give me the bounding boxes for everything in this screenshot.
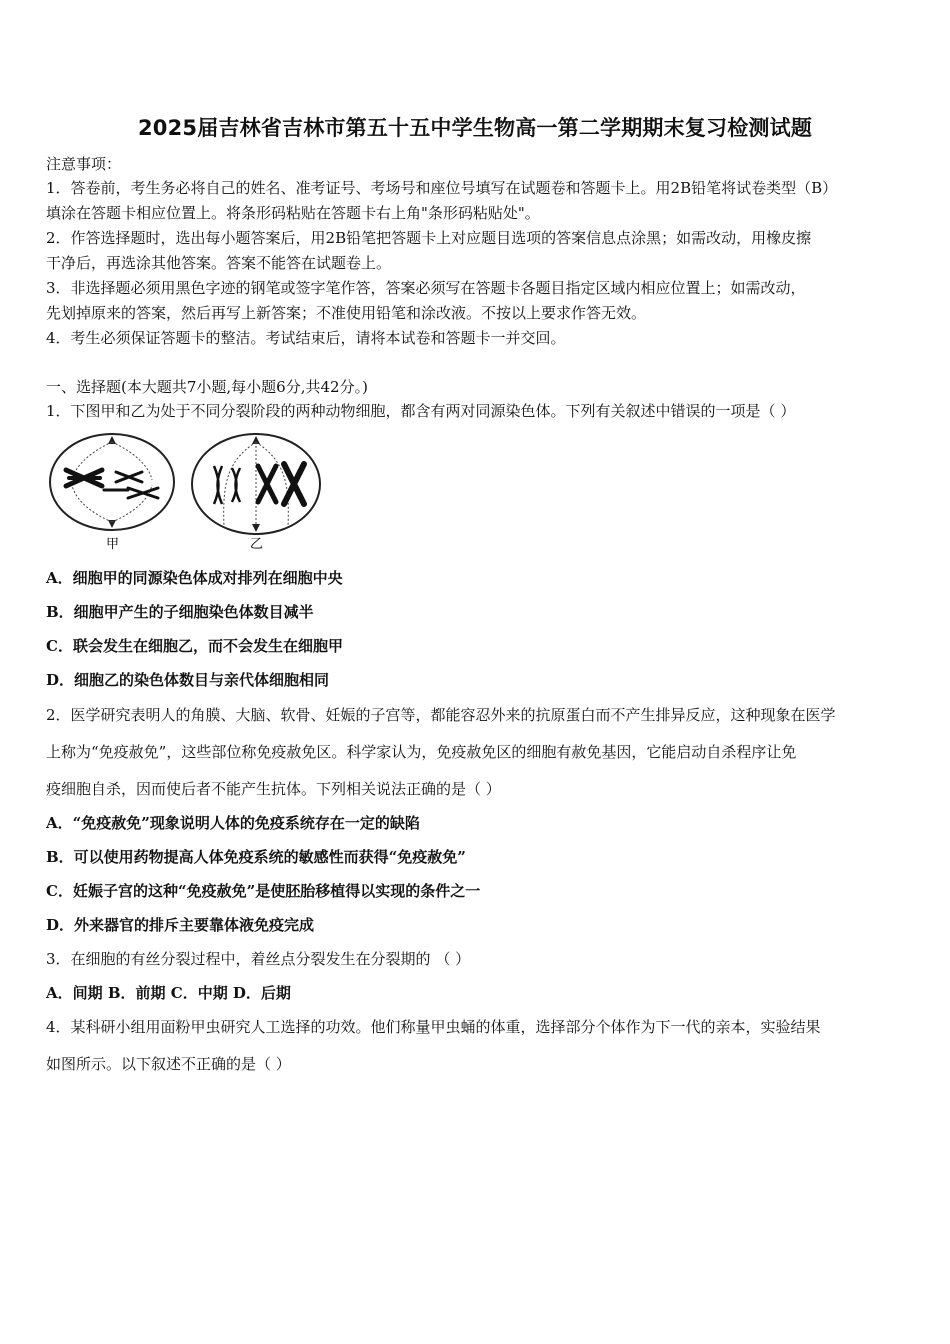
question-2-option-a: A．“免疫赦免”现象说明人体的免疫系统存在一定的缺陷 [46,814,420,832]
notice-line: 2．作答选择题时，选出每小题答案后，用2B铅笔把答题卡上对应题目选项的答案信息点涂黑；如需改动，用橡皮擦 [46,229,812,247]
question-3-stem: 3．在细胞的有丝分裂过程中，着丝点分裂发生在分裂期的 （ ） [46,950,471,968]
cell-yi [192,434,320,534]
notice-line: 先划掉原来的答案，然后再写上新答案；不准使用铅笔和涂改液。不按以上要求作答无效。 [46,304,647,322]
question-1-option-a: A．细胞甲的同源染色体成对排列在细胞中央 [46,569,343,587]
cell-division-figure [44,430,334,559]
notice-line: 3．非选择题必须用黑色字迹的钢笔或签字笔作答，答案必须写在答题卡各题目指定区域内相应位置上；如需改动， [46,279,806,297]
notice-line: 填涂在答题卡相应位置上。将条形码粘贴在答题卡右上角"条形码粘贴处"。 [46,204,540,222]
question-2-stem-line: 疫细胞自杀，因而使后者不能产生抗体。下列相关说法正确的是（ ） [46,780,501,798]
question-2-option-c: C．妊娠子宫的这种“免疫赦免”是使胚胎移植得以实现的条件之一 [46,882,481,900]
question-2-stem-line: 上称为“免疫赦免”，这些部位称免疫赦免区。科学家认为，免疫赦免区的细胞有赦免基因，它能启动自杀程序让免 [46,743,797,761]
cell-jia [50,434,174,530]
question-1-option-b: B．细胞甲产生的子细胞染色体数目减半 [46,603,314,621]
question-2-option-d: D．外来器官的排斥主要靠体液免疫完成 [46,916,315,934]
notice-line: 干净后，再选涂其他答案。答案不能答在试题卷上。 [46,254,392,272]
figure-label-yi: 乙 [250,537,264,552]
question-1-option-d: D．细胞乙的染色体数目与亲代体细胞相同 [46,671,330,689]
notice-line: 4．考生必须保证答题卡的整洁。考试结束后，请将本试卷和答题卡一并交回。 [46,329,566,347]
question-2-stem-line: 2．医学研究表明人的角膜、大脑、软骨、妊娠的子宫等，都能容忍外来的抗原蛋白而不产生排异反应，这种现象在医学 [46,706,836,724]
question-1-stem: 1．下图甲和乙为处于不同分裂阶段的两种动物细胞，都含有两对同源染色体。下列有关叙述中错误的一项是（ ） [46,402,796,420]
question-1-option-c: C．联会发生在细胞乙，而不会发生在细胞甲 [46,637,343,655]
question-2-option-b: B．可以使用药物提高人体免疫系统的敏感性而获得“免疫赦免” [46,848,466,866]
page-title: 2025届吉林省吉林市第五十五中学生物高一第二学期期末复习检测试题 [137,116,813,140]
question-3-options: A．间期 B．前期 C．中期 D．后期 [46,984,291,1002]
cell-diagram [44,430,334,555]
section-heading: 一、选择题(本大题共7小题,每小题6分,共42分。) [46,378,368,396]
question-4-stem-line: 如图所示。以下叙述不正确的是（ ） [46,1055,291,1073]
figure-label-jia: 甲 [106,537,120,552]
notice-line: 1．答卷前，考生务必将自己的姓名、准考证号、考场号和座位号填写在试题卷和答题卡上。用2B铅笔将试卷类型（B） [46,179,838,197]
question-4-stem-line: 4．某科研小组用面粉甲虫研究人工选择的功效。他们称量甲虫蛹的体重，选择部分个体作为下一代的亲本，实验结果 [46,1018,821,1036]
notice-heading: 注意事项： [46,155,122,173]
